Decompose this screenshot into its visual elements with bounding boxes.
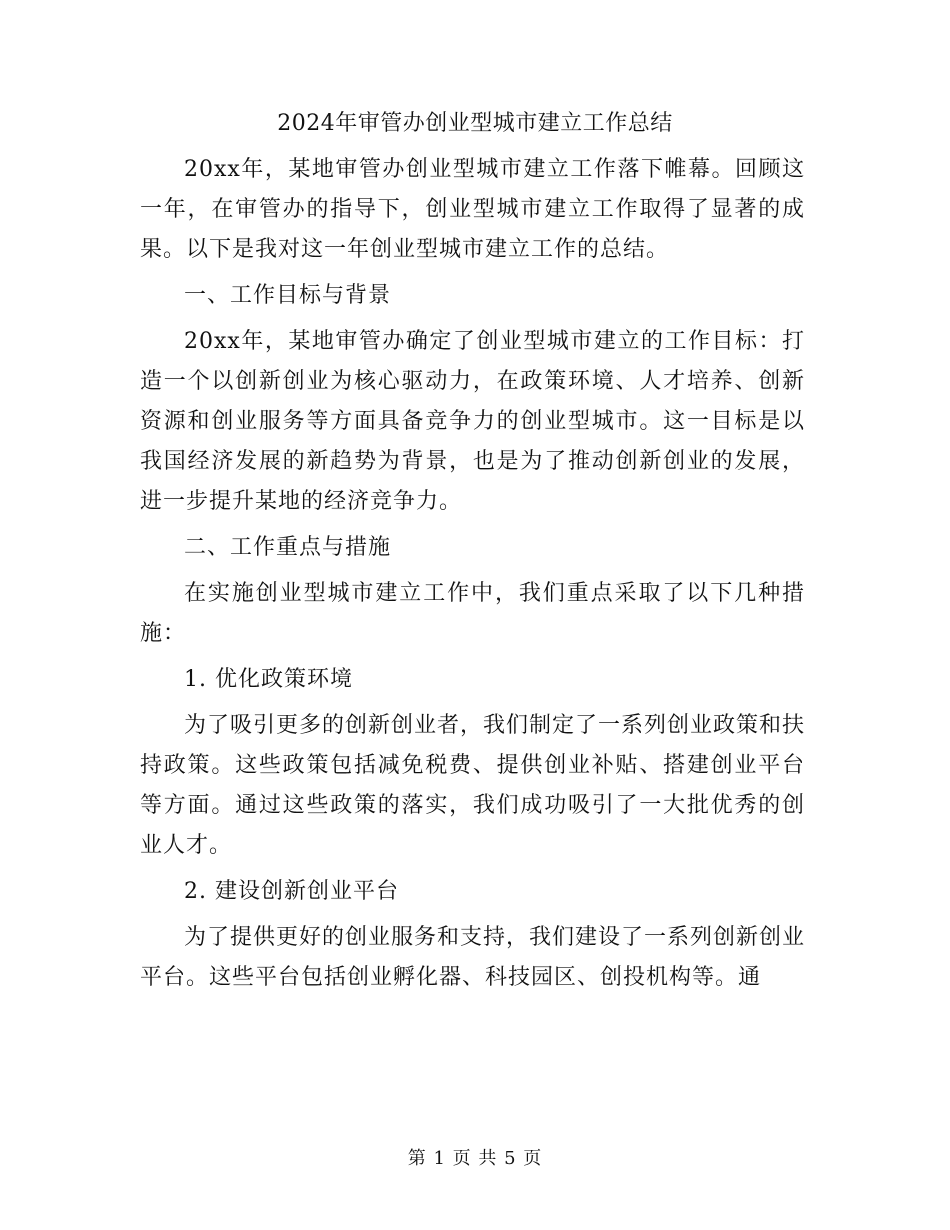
page-number-label: 第 1 页 共 5 页 xyxy=(407,1148,543,1169)
document-body xyxy=(140,150,805,1004)
document-title: 2024年审管办创业型城市建立工作总结 xyxy=(277,111,673,136)
paragraph-platform: 为了提供更好的创业服务和支持，我们建设了一系列创新创业平台。这些平台包括创业孵化器、科技园区、创投机构等。通 xyxy=(140,925,806,990)
paragraph-measures-intro: 在实施创业型城市建立工作中，我们重点采取了以下几种措施： xyxy=(140,581,805,646)
paragraph-intro: 20xx年，某地审管办创业型城市建立工作落下帷幕。回顾这一年，在审管办的指导下，创业型城市建立工作取得了显著的成果。以下是我对这一年创业型城市建立工作的总结。 xyxy=(140,157,805,262)
section-heading-1: 一、工作目标与背景 xyxy=(184,283,392,308)
section-heading-2: 二、工作重点与措施 xyxy=(184,535,392,560)
paragraph-goals: 20xx年，某地审管办确定了创业型城市建立的工作目标：打造一个以创新创业为核心驱动力，在政策环境、人才培养、创新资源和创业服务等方面具备竞争力的创业型城市。这一目标是以我国经济发展的新趋势为背景，也是为了推动创新创业的发展，进一步提升某地的经济竞争力。 xyxy=(140,329,805,514)
page-footer xyxy=(0,1147,950,1171)
subheading-platform: 2. 建设创新创业平台 xyxy=(184,879,399,904)
subheading-policy: 1. 优化政策环境 xyxy=(184,667,353,692)
paragraph-policy: 为了吸引更多的创新创业者，我们制定了一系列创业政策和扶持政策。这些政策包括减免税费、提供创业补贴、搭建创业平台等方面。通过这些政策的落实，我们成功吸引了一大批优秀的创业人才。 xyxy=(140,713,806,858)
